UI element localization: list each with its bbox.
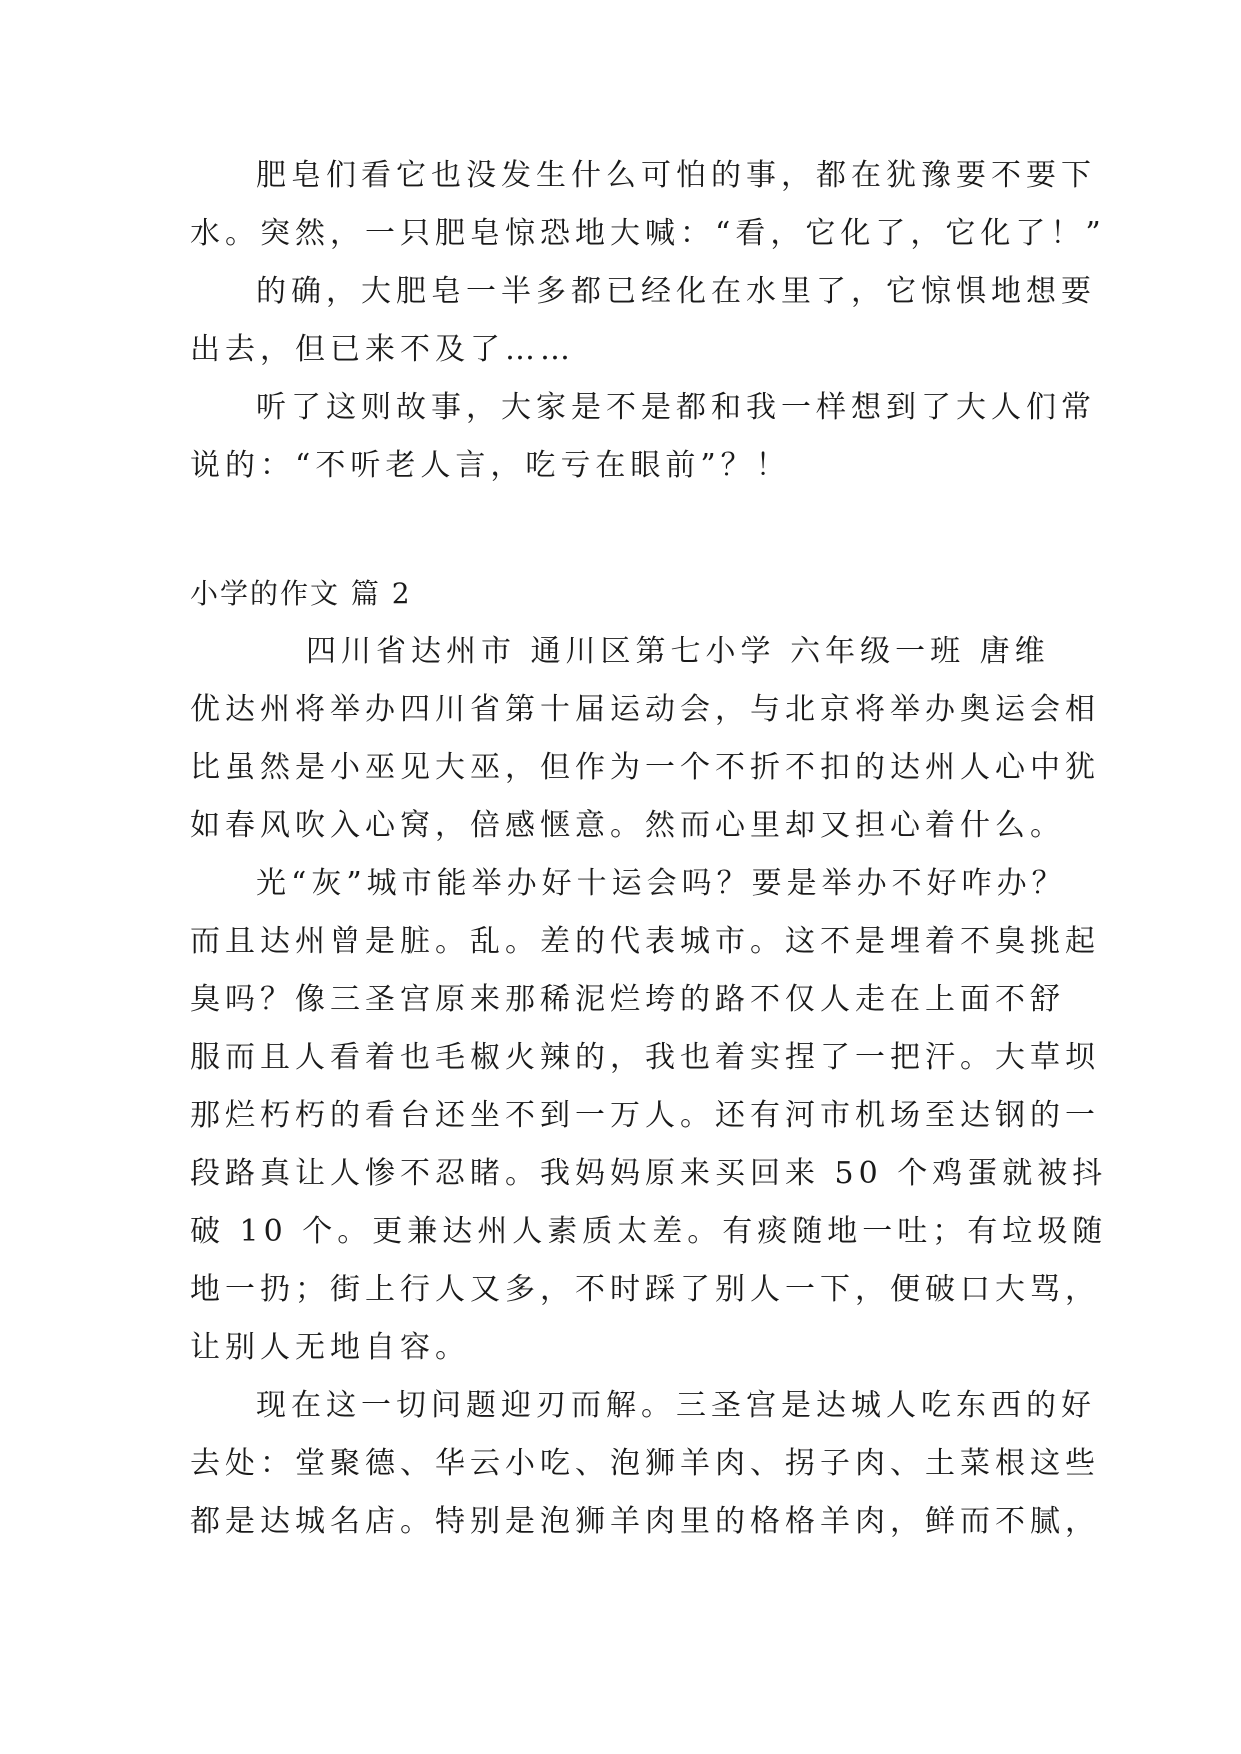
paragraph-line: 肥皂们看它也没发生什么可怕的事，都在犹豫要不要下: [256, 158, 1096, 193]
paragraph-line: 破 10 个。更兼达州人素质太差。有痰随地一吐；有垃圾随: [190, 1214, 1108, 1249]
paragraph-line: 现在这一切问题迎刃而解。三圣宫是达城人吃东西的好: [256, 1388, 1096, 1423]
story-ending: [190, 147, 1106, 495]
paragraph-line: 水。突然，一只肥皂惊恐地大喊：“看，它化了，它化了！”: [190, 216, 1106, 251]
paragraph-line: 说的：“不听老人言，吃亏在眼前”？！: [190, 448, 791, 483]
essay-body: [190, 623, 1108, 1551]
paragraph-line: 如春风吹入心窝，倍感惬意。然而心里却又担心着什么。: [190, 808, 1065, 843]
paragraph-line: 去处：堂聚德、华云小吃、泡狮羊肉、拐子肉、土菜根这些: [190, 1446, 1100, 1481]
paragraph-line: 而且达州曾是脏。乱。差的代表城市。这不是埋着不臭挑起: [190, 924, 1100, 959]
essay-heading: [190, 565, 1052, 623]
paragraph-line: 听了这则故事，大家是不是都和我一样想到了大人们常: [256, 390, 1096, 425]
paragraph-line: 那烂朽朽的看台还坐不到一万人。还有河市机场至达钢的一: [190, 1098, 1100, 1133]
paragraph-line: 优达州将举办四川省第十届运动会，与北京将举办奥运会相: [190, 692, 1100, 727]
section-title: 小学的作文 篇 2: [190, 577, 412, 610]
paragraph-line: 比虽然是小巫见大巫，但作为一个不折不扣的达州人心中犹: [190, 750, 1100, 785]
paragraph-line: 段路真让人惨不忍睹。我妈妈原来买回来 50 个鸡蛋就被抖: [190, 1156, 1108, 1191]
paragraph-line: 地一扔；街上行人又多，不时踩了别人一下，便破口大骂，: [190, 1272, 1100, 1307]
paragraph-line: 让别人无地自容。: [190, 1330, 470, 1365]
paragraph-line: 都是达城名店。特别是泡狮羊肉里的格格羊肉，鲜而不腻，: [190, 1504, 1100, 1539]
paragraph-line: 臭吗？像三圣宫原来那稀泥烂垮的路不仅人走在上面不舒: [190, 982, 1065, 1017]
paragraph-line: 光“灰”城市能举办好十运会吗？要是举办不好咋办？: [256, 866, 1067, 901]
paragraph-line: 服而且人看着也毛椒火辣的，我也着实捏了一把汗。大草坝: [190, 1040, 1100, 1075]
paragraph-line: 出去，但已来不及了……: [190, 332, 575, 367]
paragraph-line: 的确，大肥皂一半多都已经化在水里了，它惊惧地想要: [256, 274, 1096, 309]
byline: 四川省达州市 通川区第七小学 六年级一班 唐维: [306, 634, 1050, 669]
